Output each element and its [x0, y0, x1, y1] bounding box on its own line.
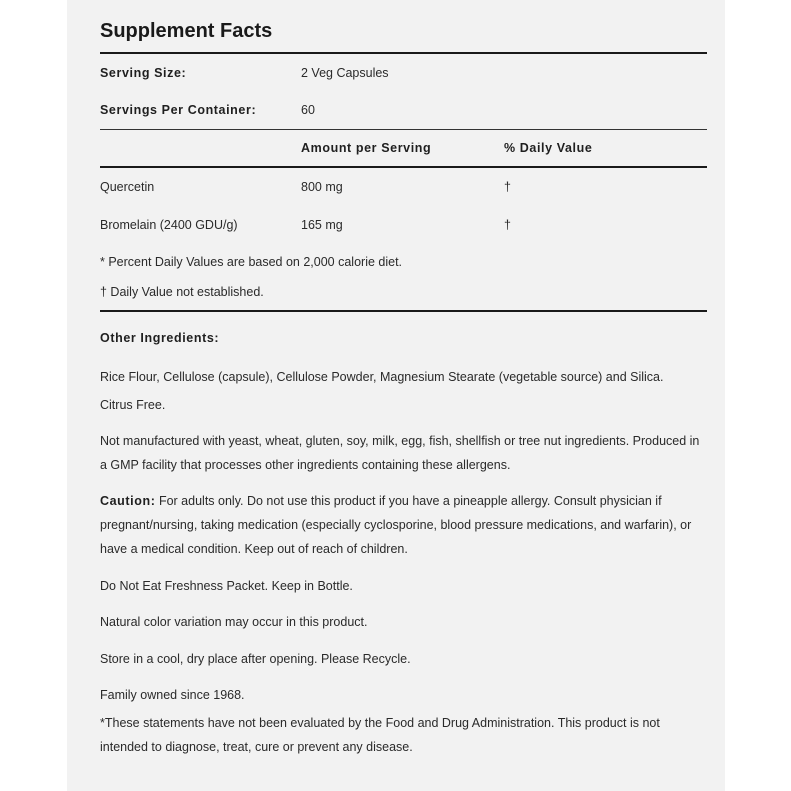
caution-label: Caution: — [100, 494, 156, 508]
other-ingredients-list: Rice Flour, Cellulose (capsule), Cellulose Powder, Magnesium Stearate (vegetable source) and Silica. — [100, 370, 664, 384]
serving-size-value: 2 Veg Capsules — [301, 66, 389, 80]
storage-note: Store in a cool, dry place after opening. Please Recycle. — [100, 652, 411, 666]
family-owned-note: Family owned since 1968. — [100, 688, 245, 702]
label-panel — [67, 0, 725, 791]
allergen-statement: Not manufactured with yeast, wheat, gluten, soy, milk, egg, fish, shellfish or tree nut ingredients. Produced in a GMP facility that processes other ingredients containing these allergens. — [100, 434, 700, 472]
color-variation-note: Natural color variation may occur in this product. — [100, 615, 368, 629]
servings-per-container-value: 60 — [301, 103, 315, 117]
ingredient-amount: 165 mg — [301, 218, 343, 232]
ingredient-daily-value: † — [504, 180, 511, 194]
citrus-free-note: Citrus Free. — [100, 398, 166, 412]
header-divider — [100, 129, 707, 130]
percent-dv-footnote: * Percent Daily Values are based on 2,000 calorie diet. — [100, 255, 403, 269]
title-divider — [100, 52, 707, 54]
serving-size-label: Serving Size: — [100, 66, 187, 80]
dv-not-established-footnote: † Daily Value not established. — [100, 285, 264, 299]
daily-value-header: % Daily Value — [504, 141, 593, 155]
caution-text: For adults only. Do not use this product if you have a pineapple allergy. Consult physician if pregnant/nursing, taking medication (especially cyclosporine, blood pressure medications, and warfarin), or have a medical condition. Keep out of reach of children. — [100, 494, 692, 556]
amount-header: Amount per Serving — [301, 141, 432, 155]
ingredient-name: Quercetin — [100, 180, 155, 194]
page-title: Supplement Facts — [100, 20, 273, 42]
ingredient-name: Bromelain (2400 GDU/g) — [100, 218, 238, 232]
other-ingredients-heading: Other Ingredients: — [100, 331, 220, 345]
fda-disclaimer: *These statements have not been evaluated by the Food and Drug Administration. This product is not intended to diagnose, treat, cure or prevent any disease. — [100, 716, 660, 754]
servings-per-container-label: Servings Per Container: — [100, 103, 257, 117]
freshness-note: Do Not Eat Freshness Packet. Keep in Bottle. — [100, 579, 353, 593]
table-header-divider — [100, 166, 707, 168]
caution-statement — [100, 489, 707, 561]
ingredient-amount: 800 mg — [301, 180, 343, 194]
facts-bottom-divider — [100, 310, 707, 312]
ingredient-daily-value: † — [504, 218, 511, 232]
